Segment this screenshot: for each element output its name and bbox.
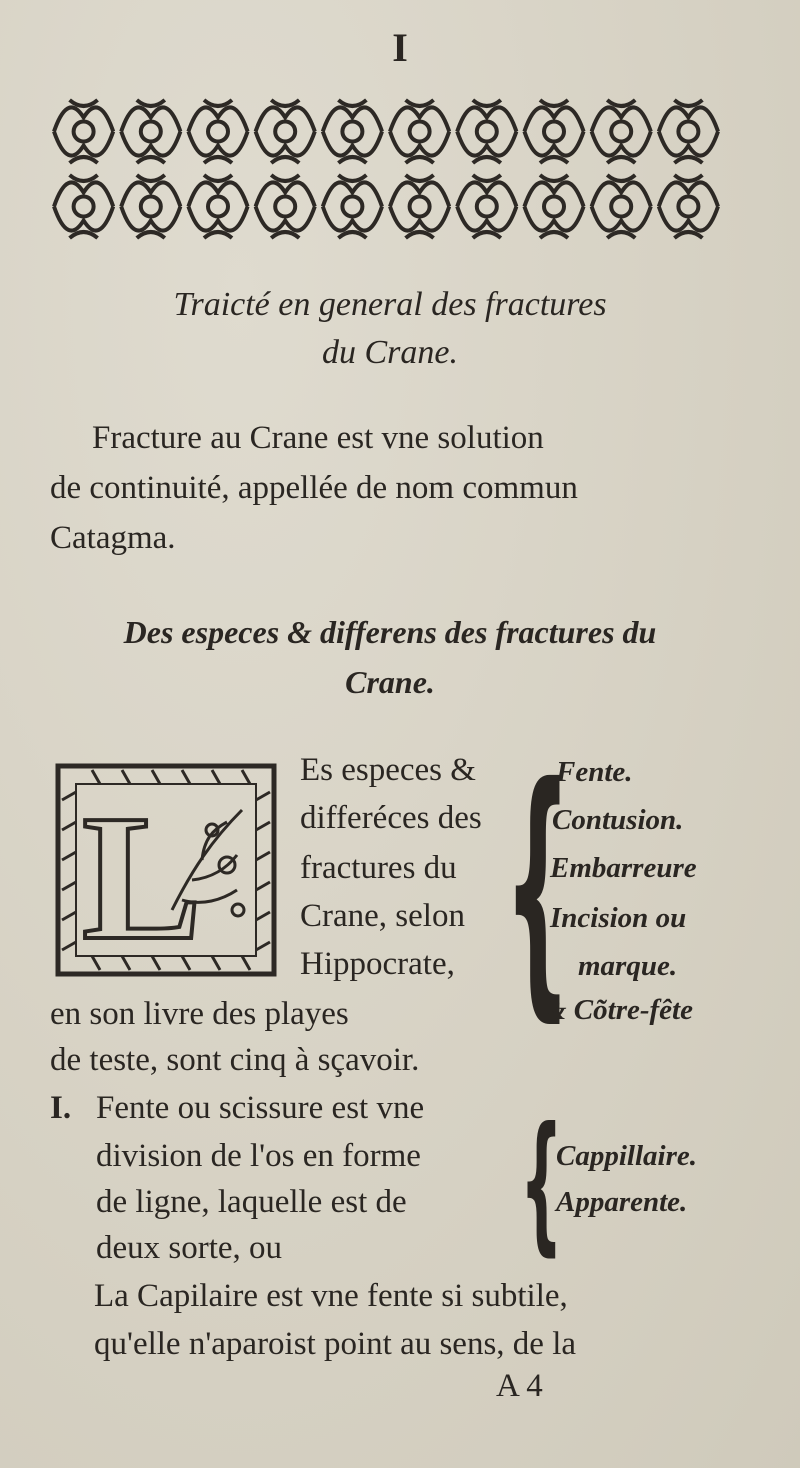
page-number: I: [392, 25, 408, 70]
section-subtitle-line-1: Des especes & differens des fractures du: [123, 614, 657, 650]
species-list-item-6: & Cõtre-fête: [544, 994, 693, 1026]
ornament-tile: [659, 175, 718, 238]
species-line-2: differéces des: [300, 800, 482, 836]
ornament-tile: [457, 100, 516, 163]
ornament-band: [50, 94, 722, 244]
species-list-item-1: Fente.: [556, 756, 633, 788]
decorated-initial: [52, 760, 280, 980]
ornament-tile: [659, 100, 718, 163]
chapter-title-line-2: du Crane.: [322, 334, 458, 371]
item1-line-2: division de l'os en forme: [96, 1138, 421, 1174]
definition-line-1: Fracture au Crane est vne solution: [92, 420, 544, 456]
ornament-tile: [256, 100, 315, 163]
species-line-4: Crane, selon: [300, 898, 465, 934]
ornament-tile: [121, 175, 180, 238]
ornament-tile: [121, 100, 180, 163]
definition-line-2: de continuité, appellée de nom commun: [50, 470, 578, 506]
species-line-7: de teste, sont cinq à sçavoir.: [50, 1042, 420, 1078]
ornament-tile: [524, 175, 583, 238]
initial-letter: L: [81, 778, 203, 977]
ornament-tile: [457, 175, 516, 238]
ornament-tile: [54, 100, 113, 163]
item1-list-item-2: Apparente.: [556, 1186, 688, 1218]
ornament-tile: [524, 100, 583, 163]
ornament-tile: [592, 100, 651, 163]
ornament-tile: [188, 175, 247, 238]
ornament-tile: [54, 175, 113, 238]
item1-line-4: deux sorte, ou: [96, 1230, 283, 1266]
species-line-6: en son livre des playes: [50, 996, 349, 1032]
ornament-tile: [592, 175, 651, 238]
species-line-5: Hippocrate,: [300, 946, 455, 982]
species-line-1: Es especes &: [300, 752, 476, 788]
ornament-tile: [323, 100, 382, 163]
capilaire-line-2: qu'elle n'aparoist point au sens, de la: [94, 1326, 577, 1362]
item1-brace: {: [520, 1096, 563, 1270]
item-number: I.: [50, 1090, 72, 1126]
ornament-tile: [390, 100, 449, 163]
species-brace: {: [504, 729, 572, 1044]
ornament-tile: [390, 175, 449, 238]
species-list-item-2: Contusion.: [552, 804, 684, 836]
species-list-item-5: marque.: [578, 950, 678, 982]
species-list-item-3: Embarreure: [550, 852, 697, 884]
section-subtitle-line-2: Crane.: [345, 664, 435, 700]
chapter-title-line-1: Traicté en general des fractures: [173, 286, 607, 323]
item1-line-3: de ligne, laquelle est de: [96, 1184, 407, 1220]
capilaire-line-1: La Capilaire est vne fente si subtile,: [94, 1278, 568, 1314]
item1-line-1: Fente ou scissure est vne: [96, 1090, 425, 1126]
definition-line-3: Catagma.: [50, 520, 176, 556]
ornament-tile: [323, 175, 382, 238]
signature-mark: A 4: [496, 1368, 543, 1404]
species-line-3: fractures du: [300, 850, 457, 886]
item1-list-item-1: Cappillaire.: [556, 1140, 697, 1172]
ornament-tile: [256, 175, 315, 238]
species-list-item-4: Incision ou: [550, 902, 687, 934]
ornament-tile: [188, 100, 247, 163]
